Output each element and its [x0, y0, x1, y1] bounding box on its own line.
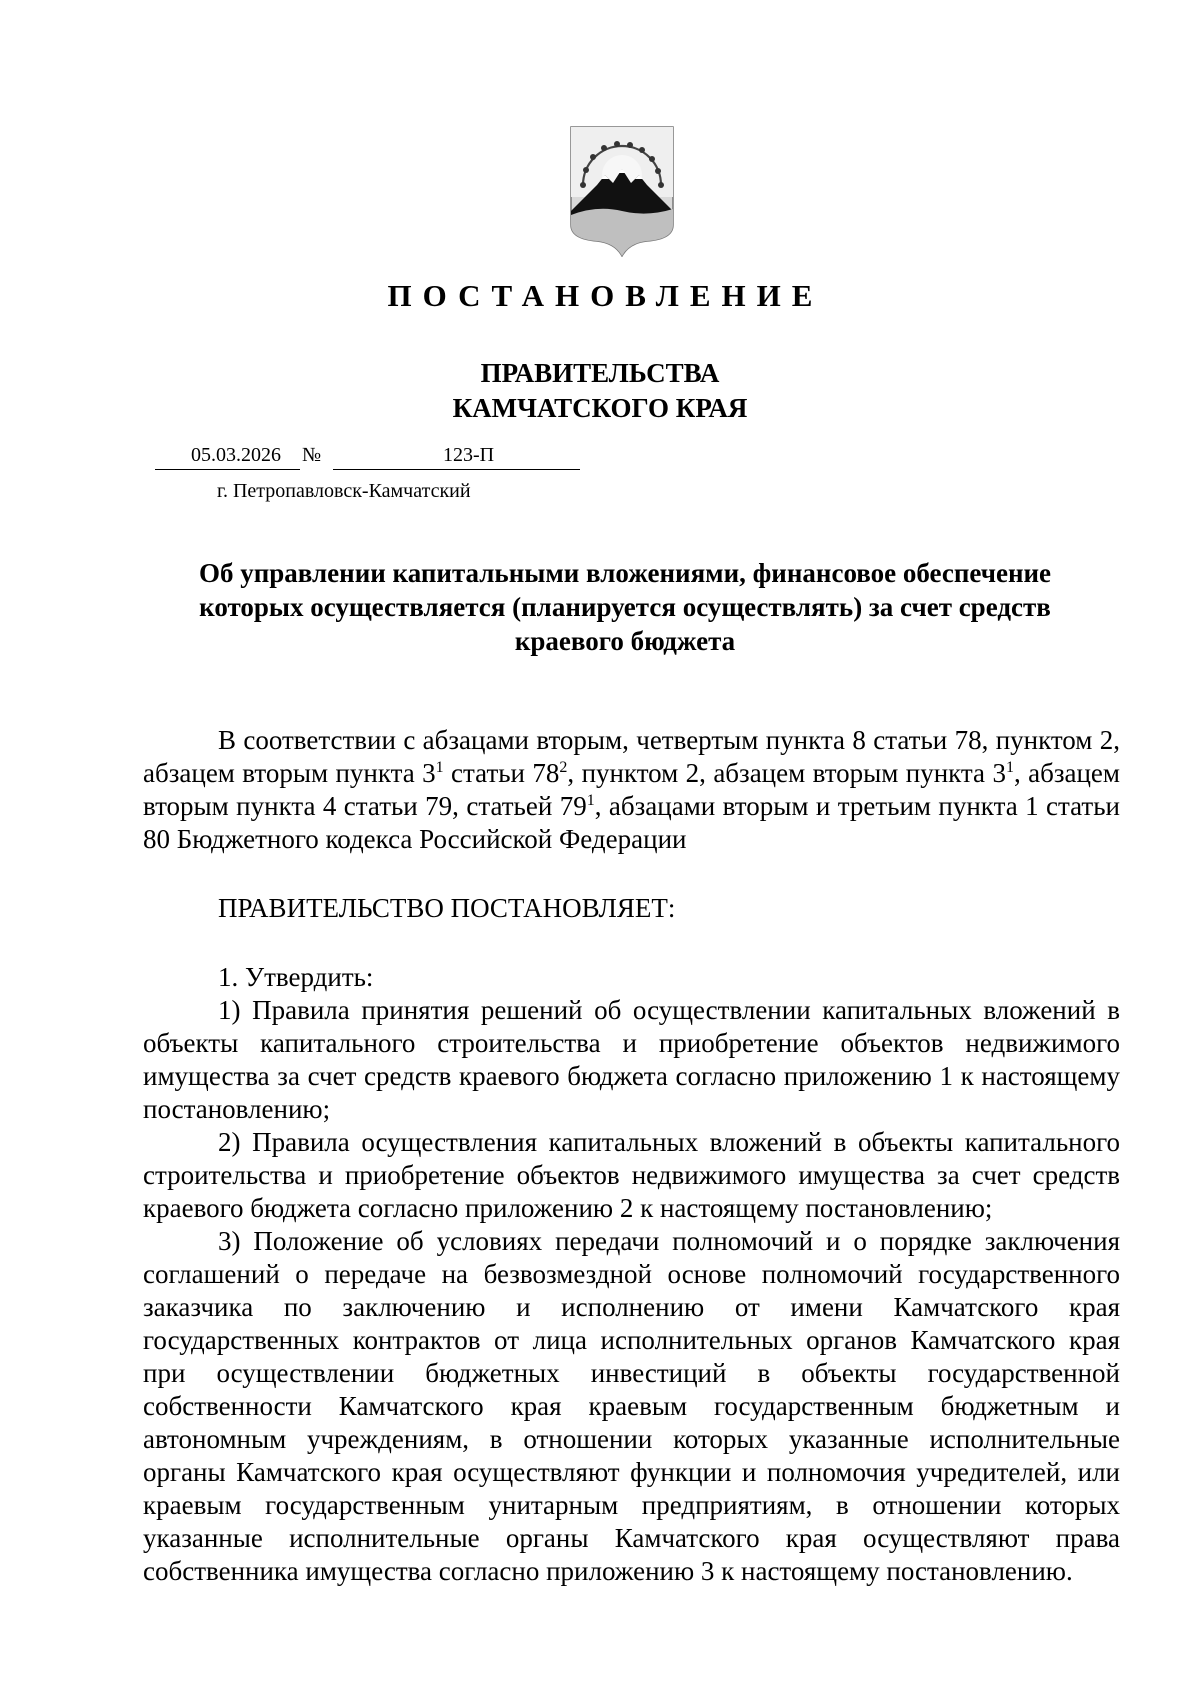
preamble-sup-2: 2	[559, 759, 568, 776]
city: г. Петропавловск-Камчатский	[217, 480, 471, 502]
date-number-line	[155, 444, 580, 470]
preamble-sup-1: 1	[435, 759, 444, 776]
document-subject: Об управлении капитальными вложениями, финансовое обеспечение которых осуществляется (планируется осуществлять) за счет средств краевого бюджета	[198, 558, 1052, 656]
authority-line-1: ПРАВИТЕЛЬСТВА	[480, 358, 720, 388]
preamble	[143, 724, 1120, 856]
preamble-sup-4: 1	[586, 792, 595, 809]
number-sign: №	[302, 444, 322, 466]
preamble-text-4: , абзацем вторым пункта 4 статьи 79, статьей 79	[143, 758, 1120, 821]
document-body	[143, 724, 1120, 1588]
preamble-text-5: , абзацами вторым и третьим пункта 1 статьи 80 Бюджетного кодекса Российской Федерации	[143, 791, 1120, 854]
preamble-text-1: В соответствии с абзацами вторым, четвертым пункта 8 статьи 78, пунктом 2, абзацем вторым пункта 3	[143, 725, 1120, 788]
subitem-2: 2) Правила осуществления капитальных вложений в объекты капитального строительства и приобретение объектов недвижимого имущества за счет средств краевого бюджета согласно приложению 2 к настоящему постановлению;	[143, 1127, 1120, 1223]
preamble-text-2: статьи 78	[443, 758, 560, 788]
preamble-text-3: , пунктом 2, абзацем вторым пункта 3	[567, 758, 1006, 788]
preamble-sup-3: 1	[1005, 759, 1014, 776]
item-1: 1. Утвердить:	[218, 962, 374, 992]
subitem-1: 1) Правила принятия решений об осуществлении капитальных вложений в объекты капитального строительства и приобретение объектов недвижимого имущества за счет средств краевого бюджета согласно приложению 1 к настоящему постановлению;	[143, 995, 1120, 1124]
document-number: 123-П	[443, 444, 495, 466]
subitem-3: 3) Положение об условиях передачи полномочий и о порядке заключения соглашений о передаче на безвозмездной основе полномочий государственного заказчика по заключению и исполнению от имени Камчатского края государственных контрактов от лица исполнительных органов Камчатского края при осуществлении бюджетных инвестиций в объекты государственной собственности Камчатского края краевым государственным бюджетным и автономным учреждениям, в отношении которых указанные исполнительные органы Камчатского края осуществляют функции и полномочия учредителей, или краевым государственным унитарным предприятиям, в отношении которых указанные исполнительные органы Камчатского края осуществляют права собственника имущества согласно приложению 3 к настоящему постановлению.	[143, 1226, 1120, 1586]
document-title: ПОСТАНОВЛЕНИЕ	[387, 278, 824, 313]
kamchatka-coat-of-arms-icon	[567, 125, 677, 257]
decree-statement: ПРАВИТЕЛЬСТВО ПОСТАНОВЛЯЕТ:	[218, 893, 676, 923]
issuing-authority	[0, 356, 1200, 426]
authority-line-2: КАМЧАТСКОГО КРАЯ	[452, 393, 748, 423]
document-date: 05.03.2026	[191, 444, 281, 466]
